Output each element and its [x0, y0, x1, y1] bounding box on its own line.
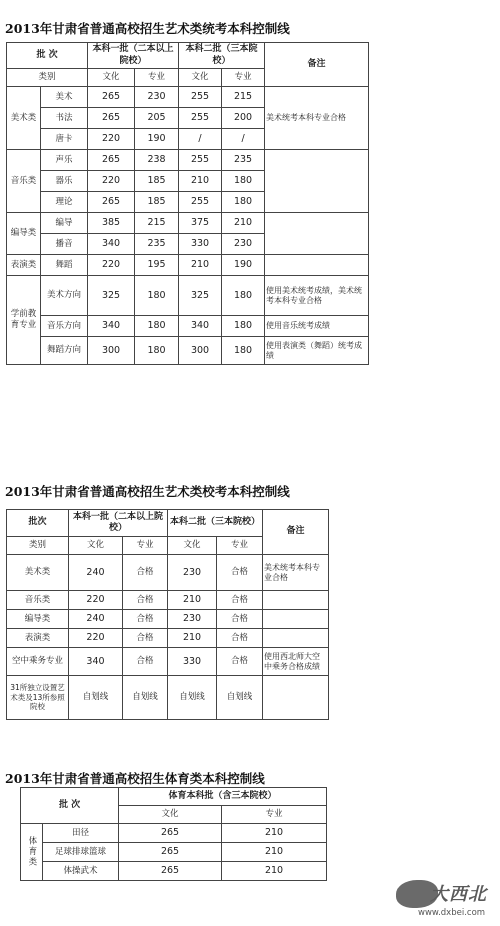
remark-header: 备注 — [263, 510, 329, 555]
value-cell: 265 — [88, 192, 135, 213]
remark-cell: 使用美术统考成绩，美术统考本科专业合格 — [265, 276, 369, 316]
value-cell: 265 — [119, 824, 222, 843]
remark-cell: 美术统考本科专业合格 — [265, 87, 369, 150]
subject-cell: 声乐 — [41, 150, 88, 171]
zhuanye-header: 专业 — [135, 69, 179, 87]
value-cell: 265 — [119, 862, 222, 881]
value-cell: 180 — [135, 337, 179, 365]
value-cell: 230 — [168, 555, 217, 591]
value-cell: 合格 — [217, 610, 263, 629]
category-cell: 表演类 — [7, 629, 69, 648]
value-cell: 265 — [88, 108, 135, 129]
value-cell: / — [179, 129, 222, 150]
value-cell: 195 — [135, 255, 179, 276]
value-cell: / — [222, 129, 265, 150]
remark-cell — [263, 610, 329, 629]
value-cell: 325 — [179, 276, 222, 316]
table-row — [7, 676, 329, 720]
value-cell: 230 — [135, 87, 179, 108]
subject-cell: 音乐方向 — [41, 316, 88, 337]
site-watermark — [396, 880, 496, 924]
table-row — [7, 316, 369, 337]
value-cell: 180 — [222, 192, 265, 213]
value-cell: 185 — [135, 192, 179, 213]
value-cell: 240 — [69, 610, 123, 629]
value-cell: 265 — [119, 843, 222, 862]
value-cell: 265 — [88, 150, 135, 171]
subject-cell: 播音 — [41, 234, 88, 255]
value-cell: 合格 — [123, 591, 168, 610]
value-cell: 220 — [88, 129, 135, 150]
category-cell: 编导类 — [7, 610, 69, 629]
value-cell: 210 — [222, 824, 327, 843]
category-cell: 31所独立设置艺术类及13所参照院校 — [7, 676, 69, 720]
batch1-header: 本科一批（二本以上院校） — [88, 43, 179, 69]
table-row — [21, 862, 327, 881]
value-cell: 自划线 — [168, 676, 217, 720]
value-cell: 210 — [222, 843, 327, 862]
zhuanye-header: 专业 — [222, 69, 265, 87]
value-cell: 300 — [88, 337, 135, 365]
value-cell: 180 — [222, 171, 265, 192]
value-cell: 合格 — [123, 648, 168, 676]
art-school-exam-table — [6, 509, 329, 720]
value-cell: 330 — [179, 234, 222, 255]
batch-header: 批次 — [7, 510, 69, 537]
value-cell: 330 — [168, 648, 217, 676]
sports-exam-table — [20, 787, 327, 881]
value-cell: 375 — [179, 213, 222, 234]
wenhua-header: 文化 — [168, 537, 217, 555]
table-row — [7, 255, 369, 276]
batch1-header: 本科一批（二本以上院校） — [69, 510, 168, 537]
subject-cell: 美术方向 — [41, 276, 88, 316]
value-cell: 210 — [168, 629, 217, 648]
batch1-header: 体育本科批（含三本院校） — [119, 788, 327, 806]
value-cell: 合格 — [217, 555, 263, 591]
group-biaoyan: 表演类 — [7, 255, 41, 276]
value-cell: 190 — [135, 129, 179, 150]
subject-cell: 理论 — [41, 192, 88, 213]
group-biandao: 编导类 — [7, 213, 41, 255]
category-header: 类别 — [7, 537, 69, 555]
value-cell: 200 — [222, 108, 265, 129]
remark-header: 备注 — [265, 43, 369, 87]
group-tiyu: 体育类 — [21, 824, 43, 881]
value-cell: 185 — [135, 171, 179, 192]
remark-cell — [263, 591, 329, 610]
table-row — [7, 648, 329, 676]
table-row — [7, 87, 369, 108]
value-cell: 215 — [135, 213, 179, 234]
table-row — [21, 824, 327, 843]
subject-cell: 器乐 — [41, 171, 88, 192]
table-row — [7, 629, 329, 648]
value-cell: 340 — [69, 648, 123, 676]
zhuanye-header: 专业 — [123, 537, 168, 555]
subject-cell: 舞蹈方向 — [41, 337, 88, 365]
value-cell: 合格 — [217, 648, 263, 676]
value-cell: 190 — [222, 255, 265, 276]
value-cell: 合格 — [217, 591, 263, 610]
table2-title: 2013年甘肃省普通高校招生艺术类校考本科控制线 — [5, 484, 290, 499]
table3-title: 2013年甘肃省普通高校招生体育类本科控制线 — [5, 771, 265, 786]
value-cell: 230 — [222, 234, 265, 255]
table-row — [7, 555, 329, 591]
table-row — [7, 337, 369, 365]
value-cell: 220 — [88, 171, 135, 192]
remark-cell: 使用西北师大空中乘务合格成绩 — [263, 648, 329, 676]
wenhua-header: 文化 — [179, 69, 222, 87]
table-row — [7, 276, 369, 316]
value-cell: 238 — [135, 150, 179, 171]
value-cell: 220 — [88, 255, 135, 276]
value-cell: 340 — [179, 316, 222, 337]
value-cell: 180 — [135, 316, 179, 337]
value-cell: 自划线 — [123, 676, 168, 720]
table-row — [7, 213, 369, 234]
remark-cell — [265, 255, 369, 276]
value-cell: 自划线 — [69, 676, 123, 720]
value-cell: 255 — [179, 150, 222, 171]
zhuanye-header: 专业 — [217, 537, 263, 555]
subject-cell: 田径 — [43, 824, 119, 843]
value-cell: 180 — [222, 337, 265, 365]
remark-cell: 使用音乐统考成绩 — [265, 316, 369, 337]
value-cell: 215 — [222, 87, 265, 108]
watermark-url: www.dxbei.com — [418, 908, 486, 918]
group-yinyue: 音乐类 — [7, 150, 41, 213]
subject-cell: 编导 — [41, 213, 88, 234]
value-cell: 合格 — [217, 629, 263, 648]
value-cell: 210 — [222, 213, 265, 234]
value-cell: 255 — [179, 87, 222, 108]
remark-cell: 美术统考本科专业合格 — [263, 555, 329, 591]
value-cell: 230 — [168, 610, 217, 629]
table-row — [7, 591, 329, 610]
value-cell: 合格 — [123, 555, 168, 591]
value-cell: 220 — [69, 591, 123, 610]
remark-cell: 使用表演类（舞蹈）统考成绩 — [265, 337, 369, 365]
zhuanye-header: 专业 — [222, 806, 327, 824]
wenhua-header: 文化 — [88, 69, 135, 87]
category-cell: 空中乘务专业 — [7, 648, 69, 676]
value-cell: 300 — [179, 337, 222, 365]
batch2-header: 本科二批（三本院校） — [179, 43, 265, 69]
group-meishu: 美术类 — [7, 87, 41, 150]
table-row — [7, 150, 369, 171]
value-cell: 210 — [179, 171, 222, 192]
value-cell: 210 — [222, 862, 327, 881]
subject-cell: 体操武术 — [43, 862, 119, 881]
category-cell: 音乐类 — [7, 591, 69, 610]
batch2-header: 本科二批（三本院校） — [168, 510, 263, 537]
table-row — [7, 610, 329, 629]
value-cell: 180 — [222, 276, 265, 316]
batch-header: 批 次 — [7, 43, 88, 69]
art-unified-exam-table — [6, 42, 369, 365]
value-cell: 180 — [135, 276, 179, 316]
wenhua-header: 文化 — [69, 537, 123, 555]
subject-cell: 唐卡 — [41, 129, 88, 150]
value-cell: 220 — [69, 629, 123, 648]
table-row — [21, 843, 327, 862]
value-cell: 255 — [179, 108, 222, 129]
remark-cell — [265, 213, 369, 255]
remark-cell — [263, 629, 329, 648]
value-cell: 340 — [88, 316, 135, 337]
category-cell: 美术类 — [7, 555, 69, 591]
subject-cell: 舞蹈 — [41, 255, 88, 276]
watermark-site-name: 大西北 — [430, 884, 487, 905]
value-cell: 255 — [179, 192, 222, 213]
value-cell: 385 — [88, 213, 135, 234]
remark-cell — [265, 150, 369, 213]
value-cell: 235 — [135, 234, 179, 255]
subject-cell: 书法 — [41, 108, 88, 129]
subject-cell: 足球排球篮球 — [43, 843, 119, 862]
value-cell: 合格 — [123, 610, 168, 629]
remark-cell — [263, 676, 329, 720]
table1-title: 2013年甘肃省普通高校招生艺术类统考本科控制线 — [5, 21, 290, 36]
value-cell: 自划线 — [217, 676, 263, 720]
value-cell: 205 — [135, 108, 179, 129]
value-cell: 210 — [168, 591, 217, 610]
category-header: 类别 — [7, 69, 88, 87]
batch-header: 批 次 — [21, 788, 119, 824]
value-cell: 210 — [179, 255, 222, 276]
group-xueqian: 学前教育专业 — [7, 276, 41, 365]
wenhua-header: 文化 — [119, 806, 222, 824]
subject-cell: 美术 — [41, 87, 88, 108]
value-cell: 合格 — [123, 629, 168, 648]
value-cell: 235 — [222, 150, 265, 171]
value-cell: 180 — [222, 316, 265, 337]
value-cell: 340 — [88, 234, 135, 255]
value-cell: 265 — [88, 87, 135, 108]
value-cell: 240 — [69, 555, 123, 591]
value-cell: 325 — [88, 276, 135, 316]
